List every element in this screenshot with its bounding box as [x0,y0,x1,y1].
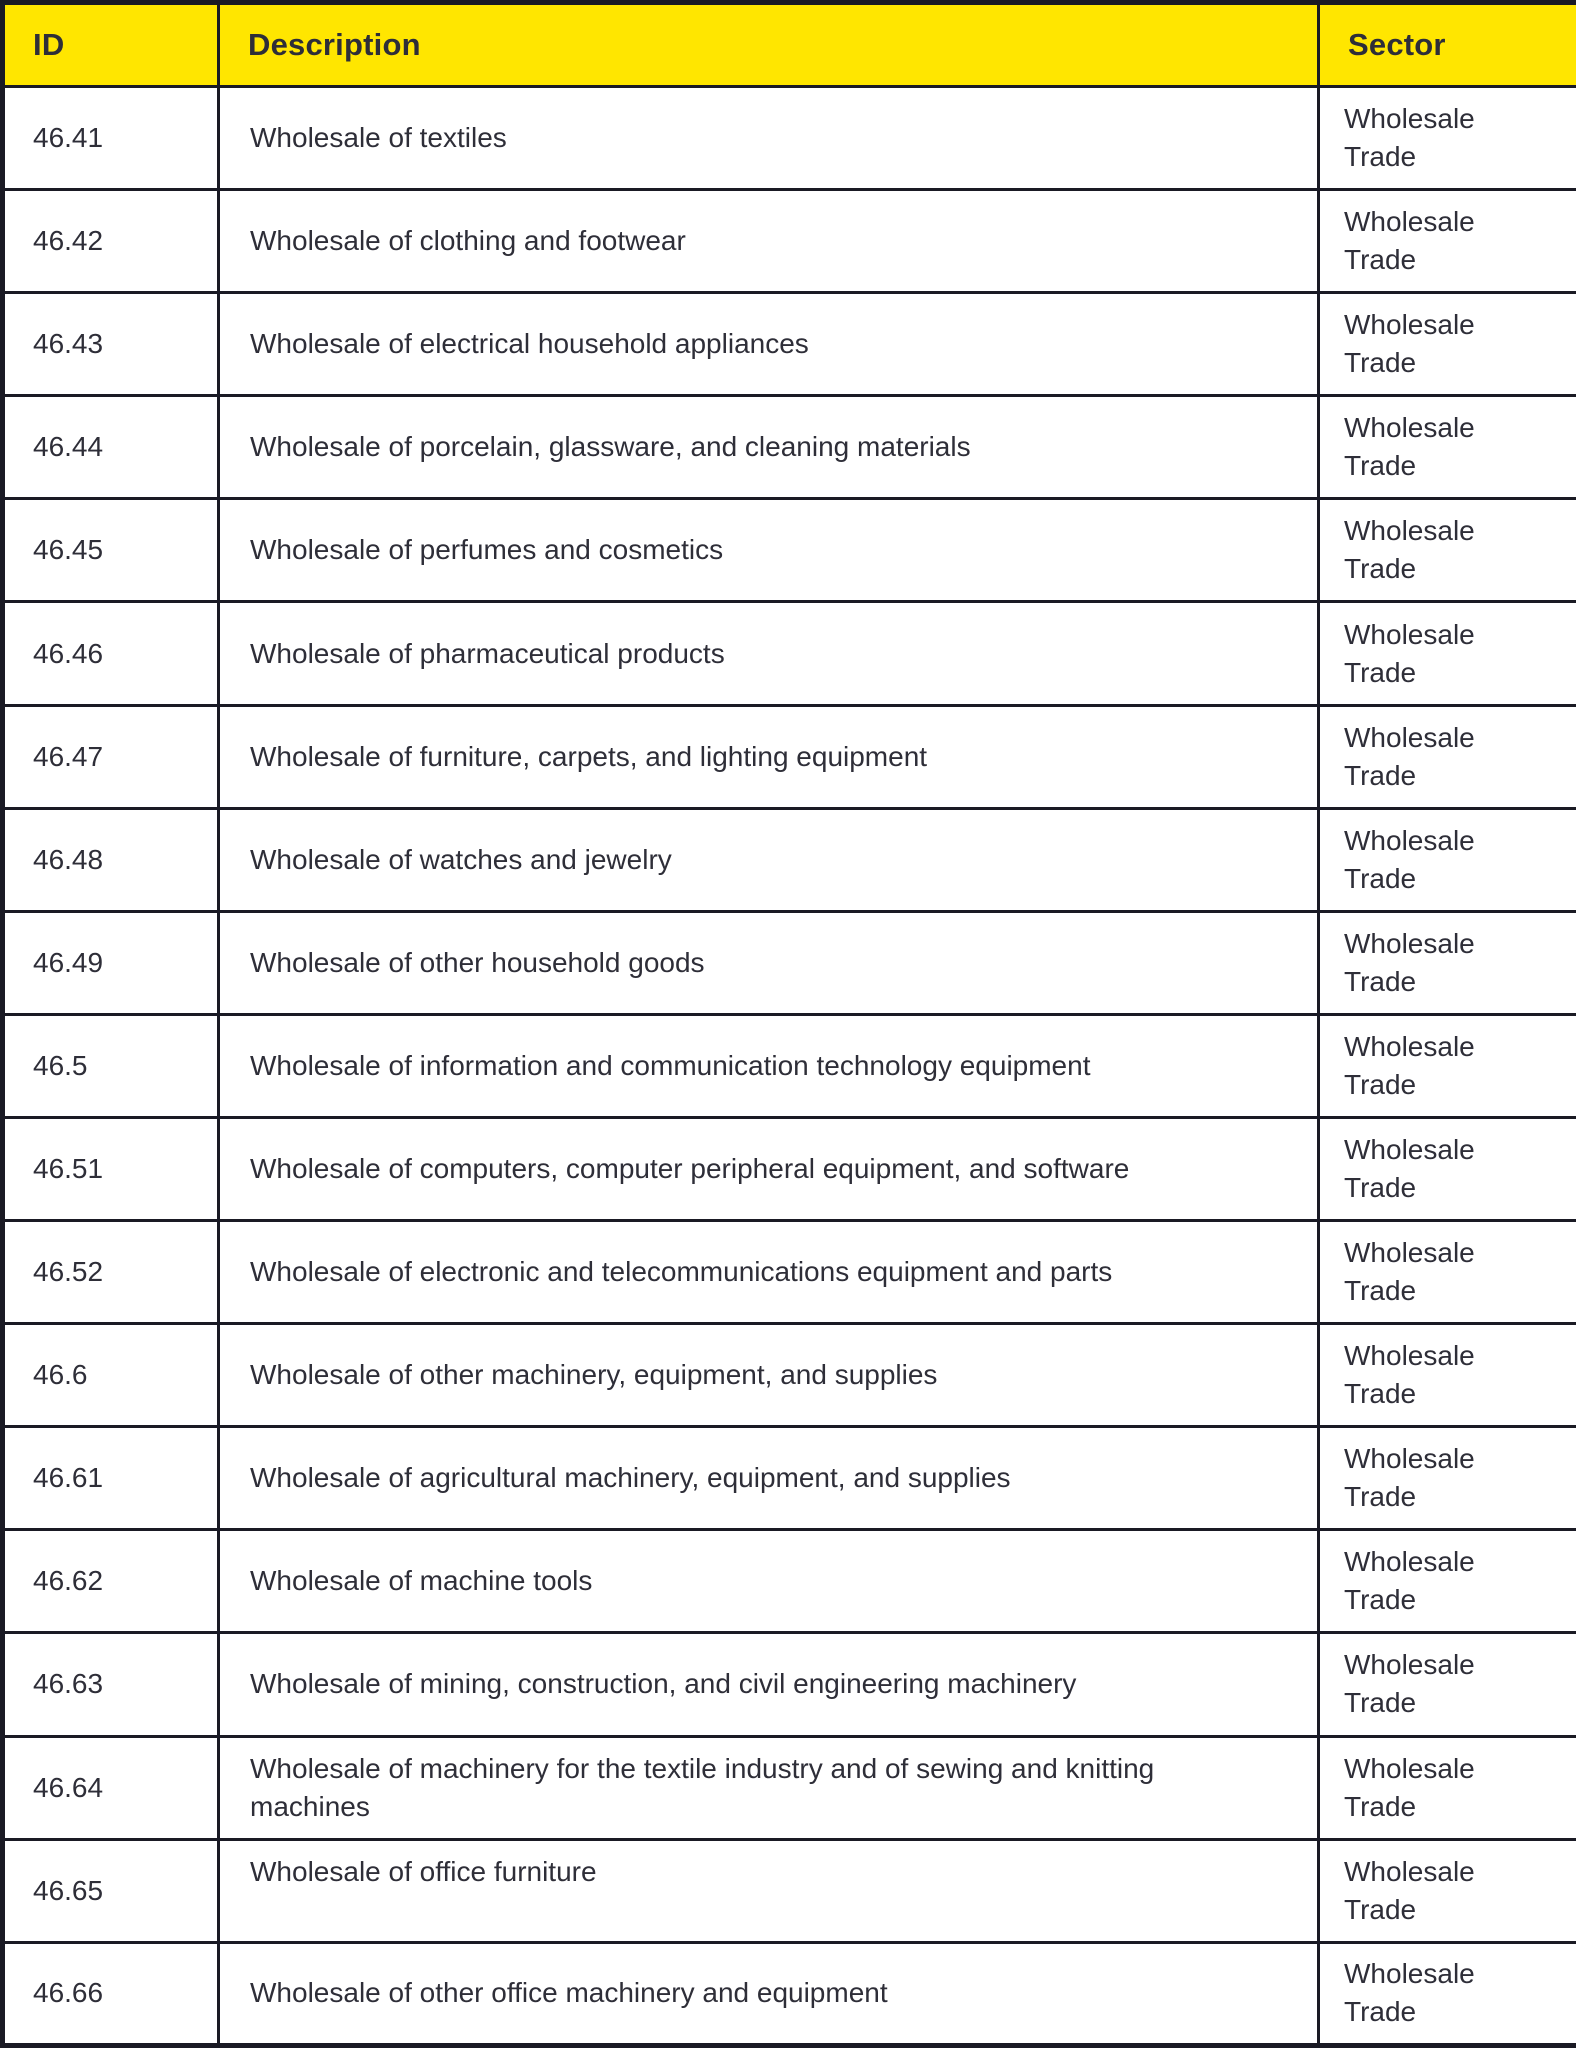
cell-id: 46.44 [3,396,219,499]
cell-sector: Wholesale Trade [1319,1839,1576,1942]
cell-id: 46.65 [3,1839,219,1942]
cell-sector: Wholesale Trade [1319,293,1576,396]
column-header-id: ID [3,3,219,87]
cell-description: Wholesale of electronic and telecommunications equipment and parts [219,1221,1319,1324]
cell-description: Wholesale of computers, computer peripheral equipment, and software [219,1117,1319,1220]
cell-description: Wholesale of other office machinery and equipment [219,1942,1319,2045]
cell-description: Wholesale of information and communication technology equipment [219,1014,1319,1117]
table-row [3,87,1576,190]
cell-sector: Wholesale Trade [1319,911,1576,1014]
table-row [3,1324,1576,1427]
table-row [3,1839,1576,1942]
table-row [3,1014,1576,1117]
cell-sector: Wholesale Trade [1319,87,1576,190]
cell-description: Wholesale of office furniture [219,1839,1319,1942]
cell-sector: Wholesale Trade [1319,602,1576,705]
cell-id: 46.47 [3,705,219,808]
cell-description: Wholesale of porcelain, glassware, and cleaning materials [219,396,1319,499]
table-row [3,1633,1576,1736]
table-row [3,190,1576,293]
cell-description: Wholesale of agricultural machinery, equipment, and supplies [219,1427,1319,1530]
column-header-description: Description [219,3,1319,87]
table-row [3,1530,1576,1633]
table-row [3,293,1576,396]
table-row [3,499,1576,602]
cell-id: 46.5 [3,1014,219,1117]
table-row [3,1736,1576,1839]
cell-sector: Wholesale Trade [1319,1221,1576,1324]
cell-id: 46.45 [3,499,219,602]
cell-sector: Wholesale Trade [1319,190,1576,293]
cell-sector: Wholesale Trade [1319,1117,1576,1220]
cell-description: Wholesale of watches and jewelry [219,808,1319,911]
table-row [3,705,1576,808]
cell-sector: Wholesale Trade [1319,1427,1576,1530]
cell-id: 46.66 [3,1942,219,2045]
cell-id: 46.46 [3,602,219,705]
table-header [3,3,1576,87]
cell-description: Wholesale of other machinery, equipment, and supplies [219,1324,1319,1427]
header-row [3,3,1576,87]
table-row [3,1221,1576,1324]
cell-description: Wholesale of machinery for the textile industry and of sewing and knitting machines [219,1736,1319,1839]
cell-id: 46.52 [3,1221,219,1324]
table-row [3,1427,1576,1530]
cell-sector: Wholesale Trade [1319,1530,1576,1633]
cell-id: 46.41 [3,87,219,190]
cell-sector: Wholesale Trade [1319,705,1576,808]
column-header-sector: Sector [1319,3,1576,87]
cell-sector: Wholesale Trade [1319,1942,1576,2045]
cell-sector: Wholesale Trade [1319,396,1576,499]
table-row [3,602,1576,705]
cell-id: 46.63 [3,1633,219,1736]
table-row [3,808,1576,911]
cell-id: 46.43 [3,293,219,396]
cell-description: Wholesale of textiles [219,87,1319,190]
cell-sector: Wholesale Trade [1319,1633,1576,1736]
cell-id: 46.62 [3,1530,219,1633]
cell-id: 46.64 [3,1736,219,1839]
cell-sector: Wholesale Trade [1319,1736,1576,1839]
cell-id: 46.6 [3,1324,219,1427]
cell-description: Wholesale of other household goods [219,911,1319,1014]
cell-description: Wholesale of furniture, carpets, and lighting equipment [219,705,1319,808]
table-row [3,396,1576,499]
cell-description: Wholesale of electrical household appliances [219,293,1319,396]
table-row [3,1942,1576,2045]
cell-id: 46.48 [3,808,219,911]
cell-description: Wholesale of machine tools [219,1530,1319,1633]
cell-description: Wholesale of mining, construction, and civil engineering machinery [219,1633,1319,1736]
cell-description: Wholesale of perfumes and cosmetics [219,499,1319,602]
cell-sector: Wholesale Trade [1319,808,1576,911]
cell-id: 46.61 [3,1427,219,1530]
cell-id: 46.49 [3,911,219,1014]
table-row [3,911,1576,1014]
cell-id: 46.51 [3,1117,219,1220]
table-body [3,87,1576,2046]
cell-sector: Wholesale Trade [1319,1014,1576,1117]
table-row [3,1117,1576,1220]
cell-id: 46.42 [3,190,219,293]
cell-description: Wholesale of pharmaceutical products [219,602,1319,705]
cell-description: Wholesale of clothing and footwear [219,190,1319,293]
cell-sector: Wholesale Trade [1319,1324,1576,1427]
cell-sector: Wholesale Trade [1319,499,1576,602]
